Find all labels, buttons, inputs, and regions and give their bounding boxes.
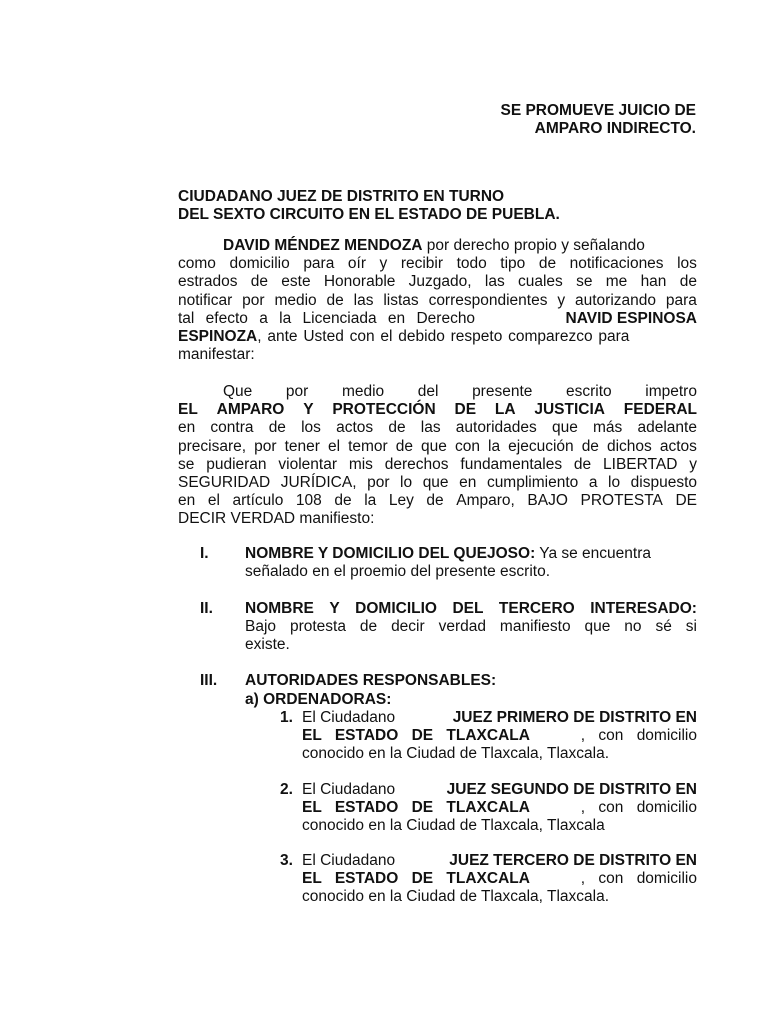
lawyer-surname: ESPINOZA	[178, 328, 258, 346]
intro-paragraph: DAVID MÉNDEZ MENDOZA por derecho propio y señalando como domicilio para oír y recibir todo tipo de notificaciones los estrados de este Honorable Juzgado, las cuales se me han de notificar por medio de las listas correspondientes y autorizando para tal efecto a la Licenciada en Derecho NAVID ESPINOSA ESPINOZA, ante Usted con el debido respeto comparezco para manifestar:	[178, 237, 697, 364]
authority-item: 3. El Ciudadano JUEZ TERCERO DE DISTRITO EN EL ESTADO DE TLAXCALA , con domicilio conocido en la Ciudad de Tlaxcala, Tlaxcala.	[280, 852, 697, 906]
title-line-2: AMPARO INDIRECTO.	[534, 120, 696, 138]
section-number: III.	[200, 672, 218, 689]
authority-number: 1.	[280, 709, 293, 726]
authority-number: 2.	[280, 781, 293, 798]
subsection-ordenadoras: a) ORDENADORAS:	[245, 691, 392, 708]
section-heading: NOMBRE Y DOMICILIO DEL TERCERO INTERESADO:	[245, 600, 697, 617]
authority-item: 1. El Ciudadano JUEZ PRIMERO DE DISTRITO EN EL ESTADO DE TLAXCALA , con domicilio conocido en la Ciudad de Tlaxcala, Tlaxcala.	[280, 709, 697, 763]
amparo-heading: EL AMPARO Y PROTECCIÓN DE LA JUSTICIA FEDERAL	[178, 401, 697, 419]
authority-item: 2. El Ciudadano JUEZ SEGUNDO DE DISTRITO EN EL ESTADO DE TLAXCALA , con domicilio conocido en la Ciudad de Tlaxcala, Tlaxcala	[280, 781, 697, 835]
section-number: II.	[200, 600, 213, 617]
section-heading: NOMBRE Y DOMICILIO DEL QUEJOSO:	[245, 545, 536, 562]
section-autoridades	[178, 672, 697, 690]
addressee	[178, 188, 560, 224]
addressee-line-1: CIUDADANO JUEZ DE DISTRITO EN TURNO	[178, 188, 505, 205]
section-number: I.	[200, 545, 209, 562]
authority-number: 3.	[280, 852, 293, 869]
petition-paragraph: Que por medio del presente escrito impetro EL AMPARO Y PROTECCIÓN DE LA JUSTICIA FEDERAL en contra de los actos de las autoridades que más adelante precisare, por tener el temor de que con la ejecución de dichos actos se pudieran violentar mis derechos fundamentales de LIBERTAD y SEGURIDAD JURÍDICA, por lo que en cumplimiento a lo dispuesto en el artículo 108 de la Ley de Amparo, BAJO PROTESTA DE DECIR VERDAD manifiesto:	[178, 383, 697, 528]
lawyer-name: NAVID ESPINOSA	[565, 309, 697, 327]
section-quejoso: I. NOMBRE Y DOMICILIO DEL QUEJOSO: Ya se encuentra señalado en el proemio del presente escrito.	[200, 545, 651, 581]
title-line-1: SE PROMUEVE JUICIO DE	[500, 102, 696, 119]
addressee-line-2: DEL SEXTO CIRCUITO EN EL ESTADO DE PUEBLA.	[178, 206, 560, 224]
document-title	[500, 102, 696, 138]
complainant-name: DAVID MÉNDEZ MENDOZA	[223, 237, 423, 254]
section-tercero-interesado: II. NOMBRE Y DOMICILIO DEL TERCERO INTERESADO: Bajo protesta de decir verdad manifiesto que no sé si existe.	[200, 600, 697, 654]
section-heading: AUTORIDADES RESPONSABLES:	[245, 672, 497, 689]
